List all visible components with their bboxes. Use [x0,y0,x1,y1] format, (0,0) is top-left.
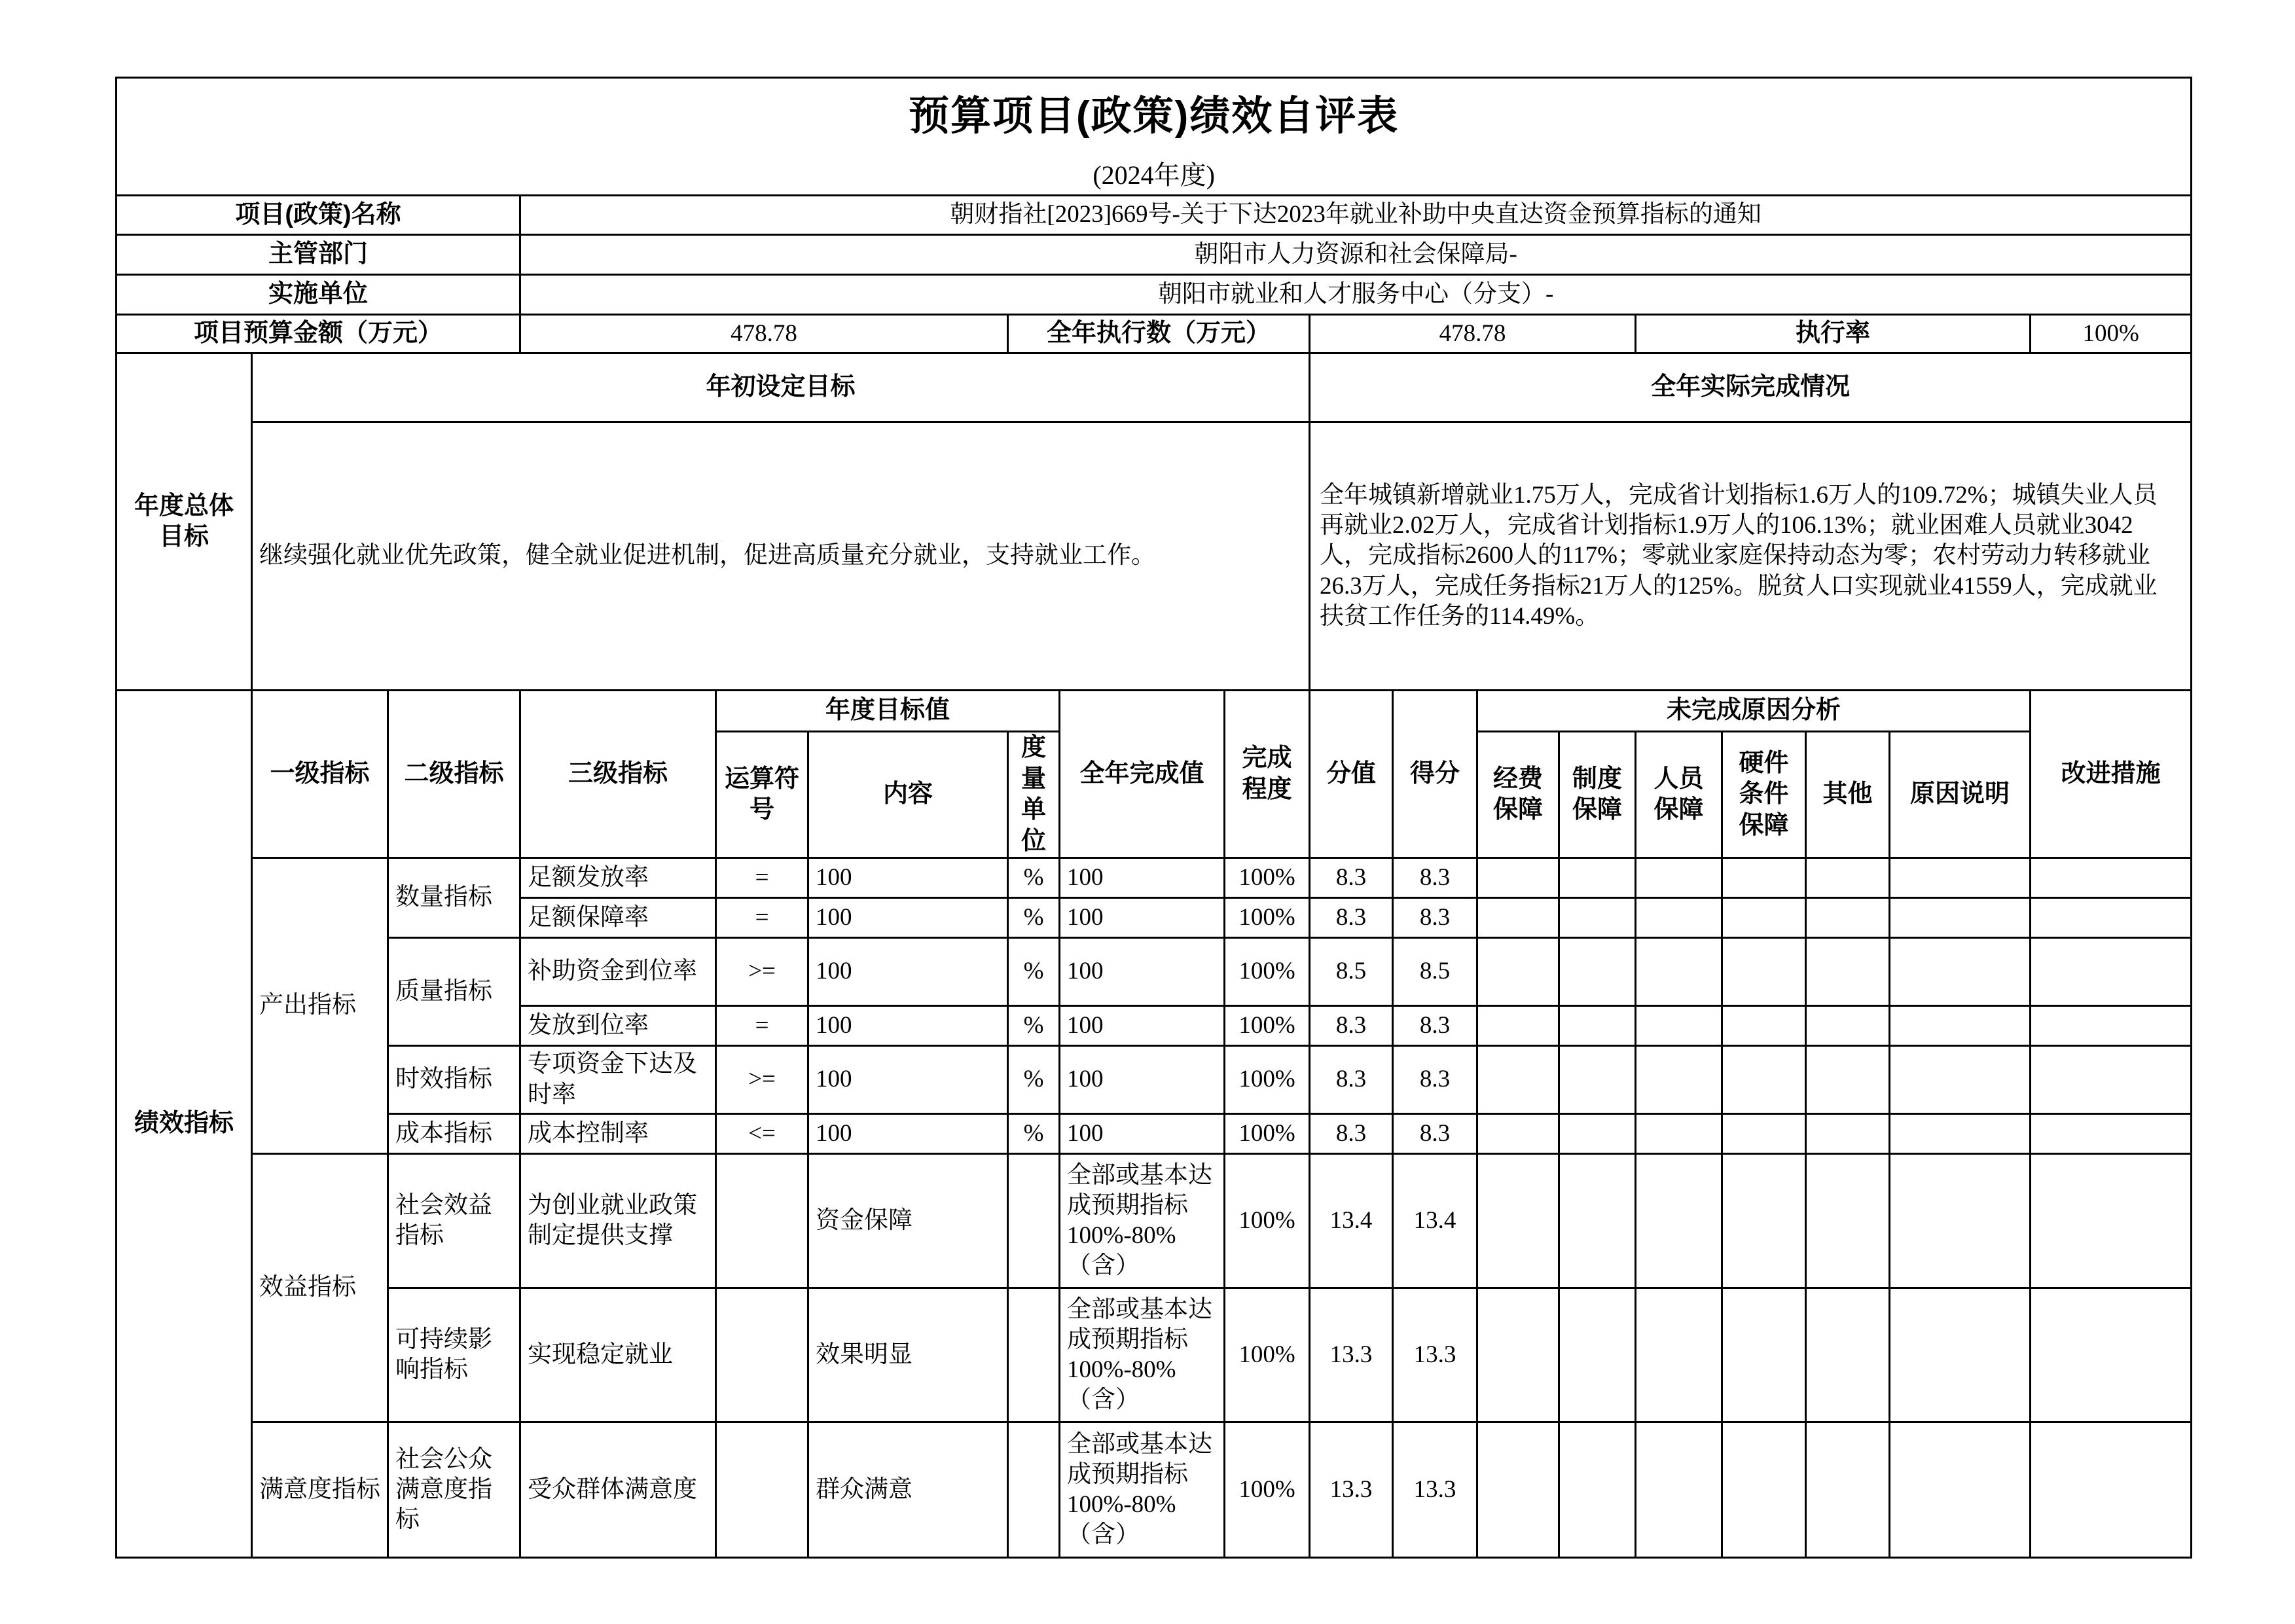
cell-system [1559,938,1636,1006]
indicator-content: 群众满意 [808,1422,1008,1558]
indicator-name: 实现稳定就业 [520,1288,716,1422]
cell-fee [1477,1154,1559,1288]
annual-goal-label: 年度总体目标 [117,353,252,691]
header-level1: 一级指标 [252,691,388,858]
cell-staff [1636,938,1722,1006]
cell-other [1806,1046,1890,1114]
indicator-actual: 全部或基本达成预期指标100%-80%（含） [1060,1154,1225,1288]
cell-explain [1890,898,2031,938]
group-quality: 质量指标 [388,938,520,1046]
indicator-name: 足额保障率 [520,898,716,938]
cell-staff [1636,1422,1722,1558]
cell-hardware [1722,1114,1806,1154]
indicator-unit: % [1008,1006,1060,1046]
cell-improve [2031,1114,2192,1154]
indicator-name: 专项资金下达及时率 [520,1046,716,1114]
cell-explain [1890,1288,2031,1422]
cell-system [1559,1114,1636,1154]
indicator-actual: 100 [1060,938,1225,1006]
cell-system [1559,858,1636,898]
cell-hardware [1722,1006,1806,1046]
indicator-actual: 全部或基本达成预期指标100%-80%（含） [1060,1288,1225,1422]
indicator-content: 资金保障 [808,1154,1008,1288]
indicator-score: 8.3 [1393,898,1477,938]
cell-explain [1890,1154,2031,1288]
indicator-name: 成本控制率 [520,1114,716,1154]
cell-other [1806,1288,1890,1422]
indicator-degree: 100% [1225,1114,1310,1154]
header-score-full: 分值 [1310,691,1393,858]
page-title: 预算项目(政策)绩效自评表 [908,93,1400,139]
indicator-unit: % [1008,858,1060,898]
cell-other [1806,858,1890,898]
unit-value: 朝阳市就业和人才服务中心（分支）- [520,275,2192,315]
cell-hardware [1722,938,1806,1006]
cell-staff [1636,1288,1722,1422]
indicator-content: 100 [808,858,1008,898]
cell-hardware [1722,1422,1806,1558]
group-satisfaction: 满意度指标 [252,1422,388,1558]
cell-system [1559,1006,1636,1046]
header-score: 得分 [1393,691,1477,858]
cell-staff [1636,1006,1722,1046]
cell-improve [2031,1006,2192,1046]
cell-improve [2031,1422,2192,1558]
indicator-actual: 100 [1060,898,1225,938]
group-timeliness: 时效指标 [388,1046,520,1114]
cell-system [1559,1422,1636,1558]
dept-value: 朝阳市人力资源和社会保障局- [520,235,2192,275]
indicator-content: 100 [808,938,1008,1006]
cell-hardware [1722,1154,1806,1288]
header-actual: 全年完成值 [1060,691,1225,858]
header-level2: 二级指标 [388,691,520,858]
indicator-operator [716,1288,808,1422]
indicator-operator: <= [716,1114,808,1154]
indicator-unit [1008,1154,1060,1288]
indicator-actual: 全部或基本达成预期指标100%-80%（含） [1060,1422,1225,1558]
indicator-full-score: 13.3 [1310,1422,1393,1558]
cell-staff [1636,858,1722,898]
cell-fee [1477,1046,1559,1114]
actual-result-header: 全年实际完成情况 [1310,353,2192,422]
cell-improve [2031,898,2192,938]
evaluation-table [115,77,2192,1559]
group-benefit: 效益指标 [252,1154,388,1422]
indicator-degree: 100% [1225,938,1310,1006]
cell-system [1559,1046,1636,1114]
indicator-score: 13.4 [1393,1154,1477,1288]
indicator-actual: 100 [1060,858,1225,898]
indicator-name: 足额发放率 [520,858,716,898]
indicator-actual: 100 [1060,1006,1225,1046]
cell-fee [1477,1114,1559,1154]
indicator-score: 13.3 [1393,1422,1477,1558]
header-unit: 度量单位 [1008,732,1060,858]
indicator-content: 100 [808,1006,1008,1046]
cell-explain [1890,1422,2031,1558]
cell-improve [2031,1288,2192,1422]
cell-staff [1636,1154,1722,1288]
indicator-score: 8.3 [1393,1006,1477,1046]
group-cost: 成本指标 [388,1114,520,1154]
cell-system [1559,1154,1636,1288]
cell-fee [1477,938,1559,1006]
cell-fee [1477,1422,1559,1558]
title-cell [117,78,2192,154]
header-explain: 原因说明 [1890,732,2031,858]
budget-label: 项目预算金额（万元） [117,315,520,353]
header-operator: 运算符号 [716,732,808,858]
indicator-full-score: 8.3 [1310,1006,1393,1046]
header-degree: 完成程度 [1225,691,1310,858]
indicator-operator: = [716,898,808,938]
cell-hardware [1722,1046,1806,1114]
cell-system [1559,898,1636,938]
indicator-operator [716,1154,808,1288]
cell-improve [2031,938,2192,1006]
cell-explain [1890,1046,2031,1114]
header-fee: 经费保障 [1477,732,1559,858]
cell-hardware [1722,1288,1806,1422]
budget-value: 478.78 [520,315,1008,353]
indicator-full-score: 8.3 [1310,898,1393,938]
cell-other [1806,898,1890,938]
indicator-name: 受众群体满意度 [520,1422,716,1558]
cell-hardware [1722,858,1806,898]
indicator-content: 效果明显 [808,1288,1008,1422]
indicator-unit: % [1008,938,1060,1006]
indicator-actual: 100 [1060,1046,1225,1114]
indicator-score: 8.3 [1393,1114,1477,1154]
header-improve: 改进措施 [2031,691,2192,858]
executed-label: 全年执行数（万元） [1008,315,1310,353]
indicator-degree: 100% [1225,1154,1310,1288]
indicator-operator: = [716,1006,808,1046]
group-public-satisfaction: 社会公众满意度指标 [388,1422,520,1558]
header-hardware: 硬件条件保障 [1722,732,1806,858]
cell-explain [1890,1114,2031,1154]
indicator-operator [716,1422,808,1558]
cell-fee [1477,1288,1559,1422]
indicator-full-score: 8.3 [1310,858,1393,898]
header-other: 其他 [1806,732,1890,858]
project-name-label: 项目(政策)名称 [117,196,520,235]
indicator-full-score: 13.4 [1310,1154,1393,1288]
indicator-unit: % [1008,1046,1060,1114]
indicator-name: 发放到位率 [520,1006,716,1046]
indicator-full-score: 8.5 [1310,938,1393,1006]
cell-other [1806,1114,1890,1154]
indicator-full-score: 8.3 [1310,1114,1393,1154]
cell-improve [2031,1154,2192,1288]
indicator-degree: 100% [1225,858,1310,898]
group-quantity: 数量指标 [388,858,520,938]
cell-fee [1477,1006,1559,1046]
indicator-full-score: 8.3 [1310,1046,1393,1114]
initial-goal-header: 年初设定目标 [252,353,1310,422]
header-target-group: 年度目标值 [716,691,1060,732]
cell-explain [1890,1006,2031,1046]
indicator-name: 补助资金到位率 [520,938,716,1006]
indicator-content: 100 [808,1114,1008,1154]
cell-other [1806,1422,1890,1558]
indicator-degree: 100% [1225,898,1310,938]
project-name-value: 朝财指社[2023]669号-关于下达2023年就业补助中央直达资金预算指标的通知 [520,196,2192,235]
header-reason-group: 未完成原因分析 [1477,691,2031,732]
cell-system [1559,1288,1636,1422]
indicator-score: 8.5 [1393,938,1477,1006]
indicator-degree: 100% [1225,1046,1310,1114]
cell-explain [1890,938,2031,1006]
cell-fee [1477,858,1559,898]
cell-explain [1890,858,2031,898]
indicator-content: 100 [808,898,1008,938]
indicator-score: 13.3 [1393,1288,1477,1422]
performance-section-label: 绩效指标 [117,691,252,1558]
cell-fee [1477,898,1559,938]
indicator-unit: % [1008,898,1060,938]
indicator-operator: >= [716,938,808,1006]
header-staff: 人员保障 [1636,732,1722,858]
header-system: 制度保障 [1559,732,1636,858]
indicator-actual: 100 [1060,1114,1225,1154]
unit-label: 实施单位 [117,275,520,315]
indicator-name: 为创业就业政策制定提供支撑 [520,1154,716,1288]
indicator-degree: 100% [1225,1422,1310,1558]
year-cell [117,154,2192,196]
cell-staff [1636,1114,1722,1154]
header-content: 内容 [808,732,1008,858]
rate-value: 100% [2031,315,2192,353]
header-level3: 三级指标 [520,691,716,858]
self-evaluation-form [115,77,2190,1549]
cell-improve [2031,1046,2192,1114]
indicator-unit [1008,1422,1060,1558]
cell-other [1806,938,1890,1006]
group-output: 产出指标 [252,858,388,1154]
indicator-degree: 100% [1225,1006,1310,1046]
indicator-operator: = [716,858,808,898]
indicator-score: 8.3 [1393,1046,1477,1114]
cell-hardware [1722,898,1806,938]
indicator-unit: % [1008,1114,1060,1154]
indicator-unit [1008,1288,1060,1422]
actual-result-text: 全年城镇新增就业1.75万人，完成省计划指标1.6万人的109.72%；城镇失业人员再就业2.02万人，完成省计划指标1.9万人的106.13%；就业困难人员就业3042人，完成指标2600人的117%；零就业家庭保持动态为零；农村劳动力转移就业26.3万人，完成任务指标21万人的125%。脱贫人口实现就业41559人，完成就业扶贫工作任务的114.49%。 [1310,422,2192,691]
initial-goal-text: 继续强化就业优先政策，健全就业促进机制，促进高质量充分就业，支持就业工作。 [252,422,1310,691]
year-subtitle: (2024年度) [1093,160,1215,190]
cell-improve [2031,858,2192,898]
indicator-full-score: 13.3 [1310,1288,1393,1422]
rate-label: 执行率 [1636,315,2031,353]
group-social-benefit: 社会效益指标 [388,1154,520,1288]
cell-staff [1636,1046,1722,1114]
executed-value: 478.78 [1310,315,1636,353]
dept-label: 主管部门 [117,235,520,275]
group-sustainable: 可持续影响指标 [388,1288,520,1422]
cell-other [1806,1006,1890,1046]
indicator-degree: 100% [1225,1288,1310,1422]
indicator-operator: >= [716,1046,808,1114]
indicator-content: 100 [808,1046,1008,1114]
cell-other [1806,1154,1890,1288]
indicator-score: 8.3 [1393,858,1477,898]
cell-staff [1636,898,1722,938]
